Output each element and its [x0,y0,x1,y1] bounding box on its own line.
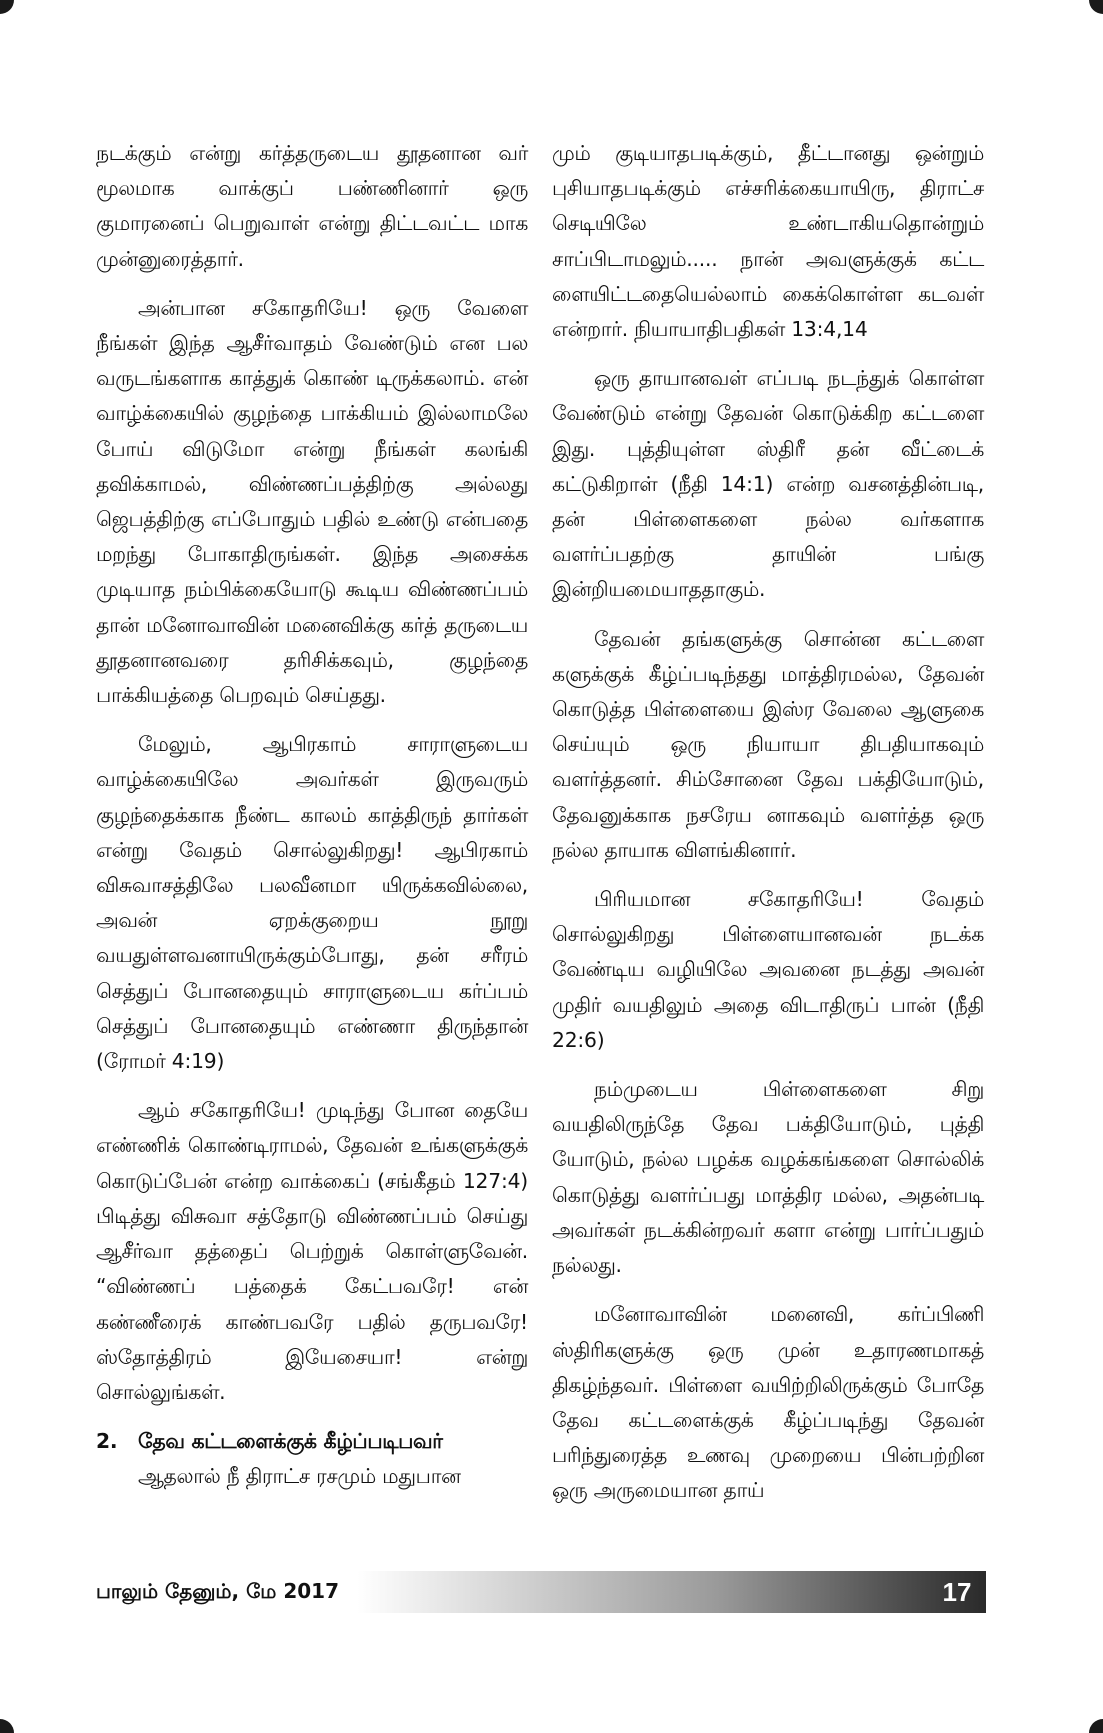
paragraph: தேவன் தங்களுக்கு சொன்ன கட்டளை களுக்குக் கீழ்ப்படிந்தது மாத்திரமல்ல, தேவன் கொடுத்த பிள்ளையை இஸ்ர வேலை ஆளுகை செய்யும் ஒரு நியாயா திபதியாகவும் வளர்த்தனர். சிம்சோனை தேவ பக்தியோடும், தேவனுக்காக நசரேய னாகவும் வளர்த்த ஒரு நல்ல தாயாக விளங்கினார். [552,626,984,862]
paragraph: நடக்கும் என்று கர்த்தருடைய தூதனான வர் மூலமாக வாக்குப் பண்ணினார் ஒரு குமாரனைப் பெறுவாள் என்று திட்டவட்ட மாக முன்னுரைத்தார். [96,141,528,271]
page-number: 17 [942,1576,972,1607]
paragraph: நம்முடைய பிள்ளைகளை சிறு வயதிலிருந்தே தேவ பக்தியோடும், புத்தி யோடும், நல்ல பழக்க வழக்கங்களை சொல்லிக் கொடுத்து வளர்ப்பது மாத்திர மல்ல, அதன்படி அவர்கள் நடக்கின்றவர் களா என்று பார்ப்பதும் நல்லது. [552,1077,984,1278]
right-column [552,136,984,1509]
section-heading [96,1424,528,1459]
page-footer [88,1571,986,1613]
paragraph: ஒரு தாயானவள் எப்படி நடந்துக் கொள்ள வேண்டும் என்று தேவன் கொடுக்கிற கட்டளை இது. புத்தியுள்ள ஸ்திரீ தன் வீட்டைக் கட்டுகிறாள் (நீதி 14:1) என்ற வசனத்தின்படி, தன் பிள்ளைகளை நல்ல வர்களாக வளர்ப்பதற்கு தாயின் பங்கு இன்றியமையாததாகும். [552,366,984,602]
left-column [96,136,528,1495]
magazine-issue: பாலும் தேனும், மே 2017 [96,1578,339,1603]
paragraph: மும் குடியாதபடிக்கும், தீட்டானது ஒன்றும் புசியாதபடிக்கும் எச்சரிக்கையாயிரு, திராட்ச செடியிலே உண்டாகியதொன்றும் சாப்பிடாமலும்..... நான் அவளுக்குக் கட்ட ளையிட்டதையெல்லாம் கைக்கொள்ள கடவள் என்றார். நியாயாதிபதிகள் 13:4,14 [552,141,984,342]
paragraph: அன்பான சகோதரியே! ஒரு வேளை நீங்கள் இந்த ஆசீர்வாதம் வேண்டும் என பல வருடங்களாக காத்துக் கொண் டிருக்கலாம். என் வாழ்க்கையில் குழந்தை பாக்கியம் இல்லாமலே போய் விடுமோ என்று நீங்கள் கலங்கி தவிக்காமல், விண்ணப்பத்திற்கு அல்லது ஜெபத்திற்கு எப்போதும் பதில் உண்டு என்பதை மறந்து போகாதிருங்கள். இந்த அசைக்க முடியாத நம்பிக்கையோடு கூடிய விண்ணப்பம் தான் மனோவாவின் மனைவிக்கு கர்த் தருடைய தூதனானவரை தரிசிக்கவும், குழந்தை பாக்கியத்தை பெறவும் செய்தது. [96,295,528,708]
section-title: தேவ கட்டளைக்குக் கீழ்ப்படிபவர் [138,1429,443,1454]
page-corner-top-left [0,0,14,14]
paragraph: ஆம் சகோதரியே! முடிந்து போன தையே எண்ணிக் கொண்டிராமல், தேவன் உங்களுக்குக் கொடுப்பேன் என்ற வாக்கைப் (சங்கீதம் 127:4) பிடித்து விசுவா சத்தோடு விண்ணப்பம் செய்து ஆசீர்வா தத்தைப் பெற்றுக் கொள்ளுவேன். “விண்ணப் பத்தைக் கேட்பவரே! என் கண்ணீரைக் காண்பவரே பதில் தருபவரே! ஸ்தோத்திரம் இயேசையா! என்று சொல்லுங்கள். [96,1098,528,1404]
page-corner-bottom-left [0,1719,14,1733]
paragraph: மனோவாவின் மனைவி, கர்ப்பிணி ஸ்திரிகளுக்கு ஒரு முன் உதாரணமாகத் திகழ்ந்தவர். பிள்ளை வயிற்றிலிருக்கும் போதே தேவ கட்டளைக்குக் கீழ்ப்படிந்து தேவன் பரிந்துரைத்த உணவு முறையை பின்பற்றின ஒரு அருமையான தாய் [552,1302,984,1503]
paragraph: பிரியமான சகோதரியே! வேதம் சொல்லுகிறது பிள்ளையானவன் நடக்க வேண்டிய வழியிலே அவனை நடத்து அவன் முதிர் வயதிலும் அதை விடாதிருப் பான் (நீதி 22:6) [552,887,984,1052]
page-corner-top-right [1089,0,1103,14]
paragraph: ஆதலால் நீ திராட்ச ரசமும் மதுபான [138,1464,461,1489]
paragraph: மேலும், ஆபிரகாம் சாராளுடைய வாழ்க்கையிலே அவர்கள் இருவரும் குழந்தைக்காக நீண்ட காலம் காத்திருந் தார்கள் என்று வேதம் சொல்லுகிறது! ஆபிரகாம் விசுவாசத்திலே பலவீனமா யிருக்கவில்லை, அவன் ஏறக்குறைய நூறு வயதுள்ளவனாயிருக்கும்போது, தன் சரீரம் செத்துப் போனதையும் சாராளுடைய கர்ப்பம் செத்துப் போனதையும் எண்ணா திருந்தான் (ரோமர் 4:19) [96,732,528,1074]
section-number: 2. [96,1429,118,1454]
page-corner-bottom-right [1089,1719,1103,1733]
